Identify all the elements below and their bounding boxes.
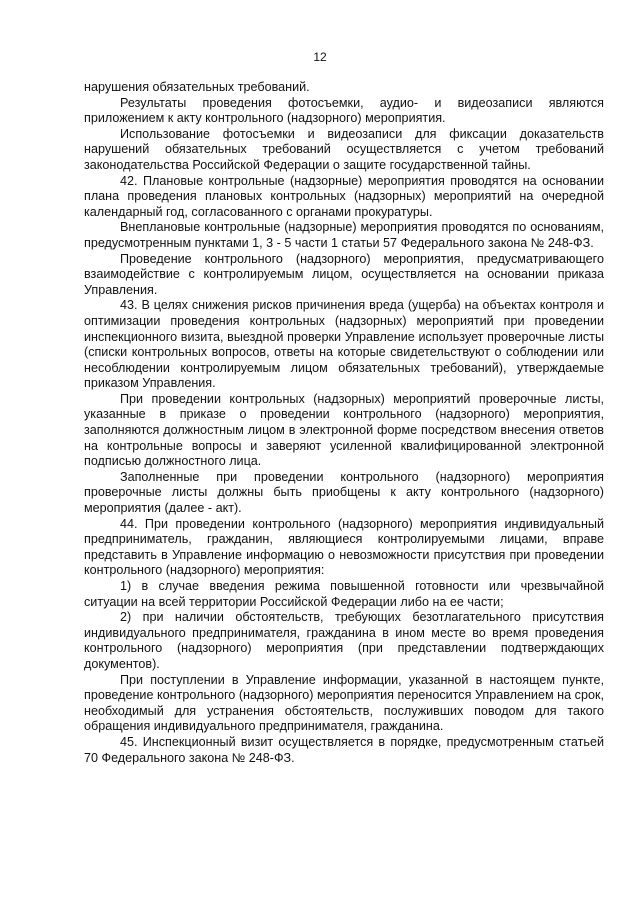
paragraph-subitem-2: 2) при наличии обстоятельств, требующих безотлагательного присутствия индивидуального предпринимателя, гражданина в ином месте во время проведения контрольного (надзорного) мероприятия (при представлении подтверждающих документов).: [84, 610, 604, 671]
paragraph-item-42: 42. Плановые контрольные (надзорные) мероприятия проводятся на основании плана проведения плановых контрольных (надзорных) мероприятий на очередной календарный год, согласованного с органами прокуратуры.: [84, 173, 604, 219]
paragraph-continuation: нарушения обязательных требований.: [84, 80, 310, 94]
paragraph: При проведении контрольных (надзорных) мероприятий проверочные листы, указанные в приказе о проведении контрольного (надзорного) мероприятия, заполняются должностным лицом в электронной форме посредством внесения ответов на контрольные вопросы и заверяют усиленной квалифицированной электронной подписью должностного лица.: [84, 391, 604, 469]
paragraph: Внеплановые контрольные (надзорные) мероприятия проводятся по основаниям, предусмотренным пунктами 1, 3 - 5 части 1 статьи 57 Федерального закона № 248-ФЗ.: [84, 220, 604, 250]
page-number: 12: [313, 50, 327, 64]
paragraph-item-43: 43. В целях снижения рисков причинения вреда (ущерба) на объектах контроля и оптимизации проведения контрольных (надзорных) мероприятий при проведении инспекционного визита, выездной проверки Управление использует проверочные листы (списки контрольных вопросов, ответы на которые свидетельствуют о соблюдении или несоблюдении контролируемым лицом обязательных требований), утверждаемые приказом Управления.: [84, 298, 604, 391]
paragraph-subitem-1: 1) в случае введения режима повышенной готовности или чрезвычайной ситуации на всей территории Российской Федерации либо на ее части;: [84, 579, 604, 609]
document-body: [84, 80, 604, 766]
paragraph-item-44: 44. При проведении контрольного (надзорного) мероприятия индивидуальный предприниматель, гражданин, являющиеся контролируемыми лицами, вправе представить в Управление информацию о невозможности присутствия при проведении контрольного (надзорного) мероприятия:: [84, 516, 604, 578]
paragraph: При поступлении в Управление информации, указанной в настоящем пункте, проведение контрольного (надзорного) мероприятия переносится Управлением на срок, необходимый для устранения обстоятельств, послуживших поводом для такого обращения индивидуального предпринимателя, гражданина.: [84, 672, 604, 734]
paragraph: Заполненные при проведении контрольного (надзорного) мероприятия проверочные листы должны быть приобщены к акту контрольного (надзорного) мероприятия (далее - акт).: [84, 469, 604, 516]
paragraph: Использование фотосъемки и видеозаписи для фиксации доказательств нарушений обязательных требований осуществляется с учетом требований законодательства Российской Федерации о защите государственной тайны.: [84, 126, 604, 172]
paragraph: Результаты проведения фотосъемки, аудио- и видеозаписи являются приложением к акту контрольного (надзорного) мероприятия.: [84, 95, 604, 126]
paragraph-item-45: 45. Инспекционный визит осуществляется в порядке, предусмотренным статьей 70 Федерального закона № 248-ФЗ.: [84, 734, 604, 765]
paragraph: Проведение контрольного (надзорного) мероприятия, предусматривающего взаимодействие с контролируемым лицом, осуществляется на основании приказа Управления.: [84, 251, 604, 297]
